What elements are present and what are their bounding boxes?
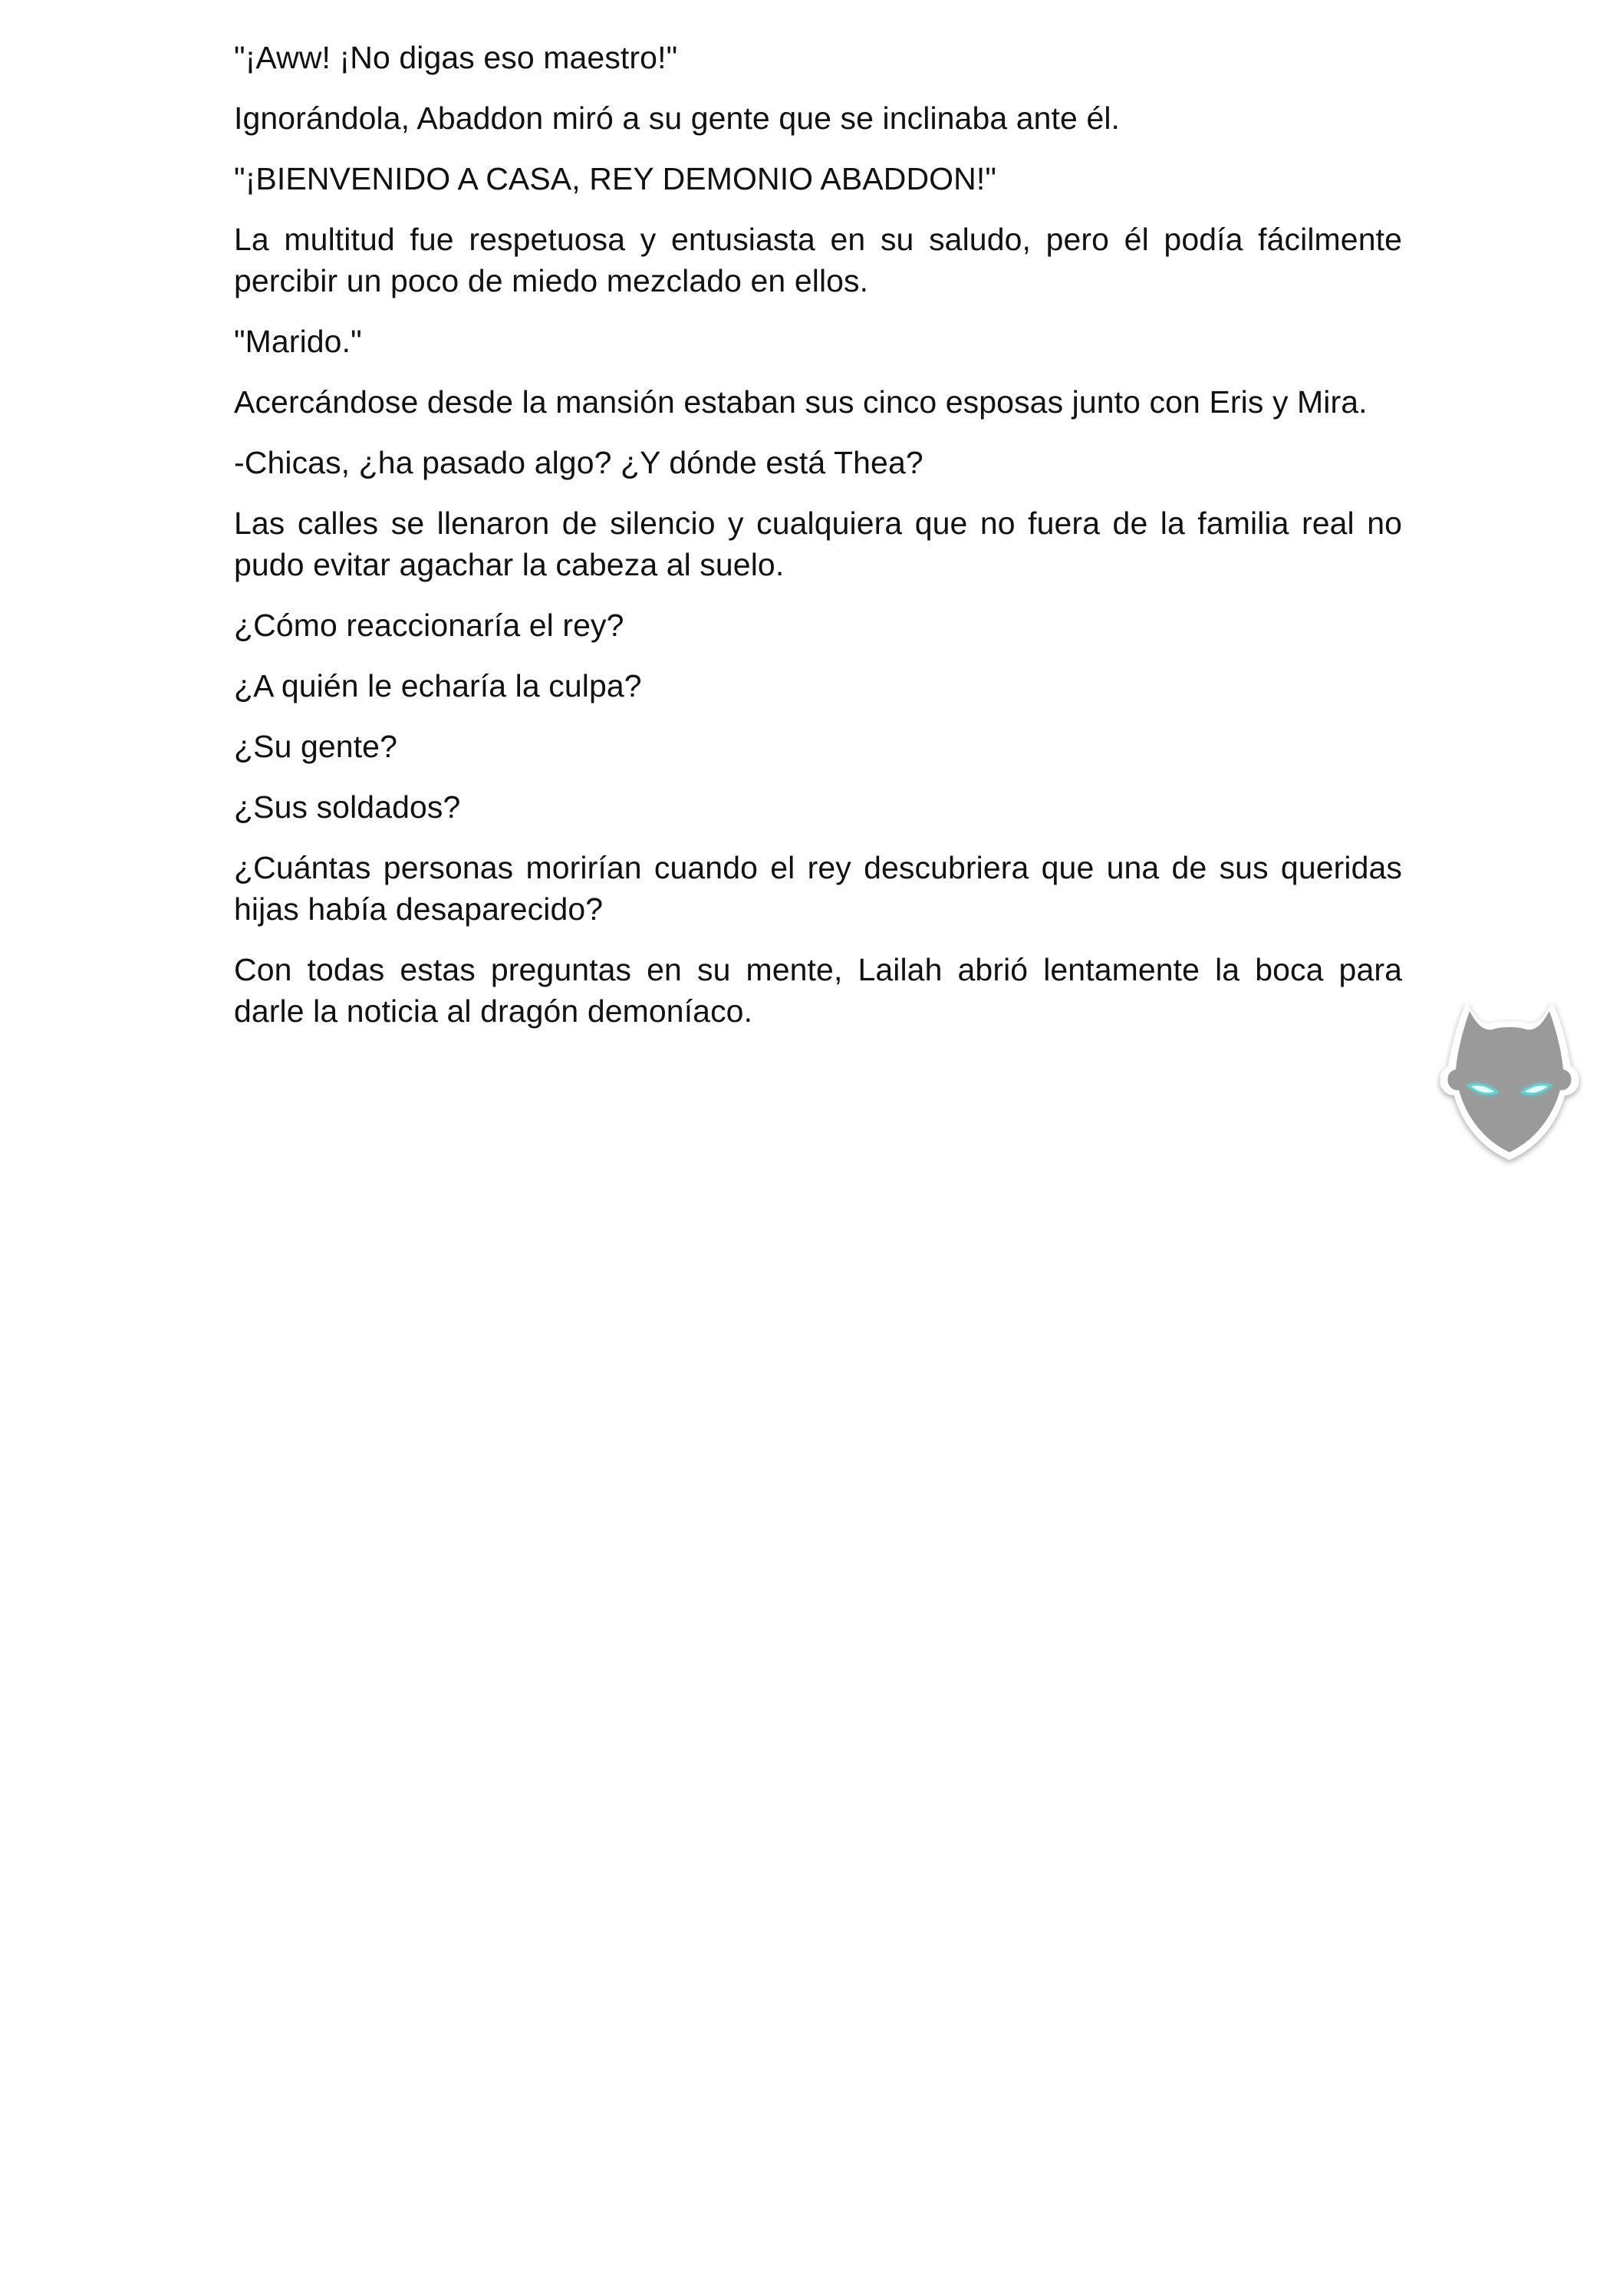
paragraph: "Marido." — [234, 324, 362, 359]
paragraph: ¿Su gente? — [234, 729, 397, 764]
paragraph: Ignorándola, Abaddon miró a su gente que se inclinaba ante él. — [234, 100, 1121, 136]
paragraph: ¿Cuántas personas morirían cuando el rey descubriera que una de sus queridas hijas había desaparecido? — [234, 850, 1402, 927]
paragraph: ¿A quién le echaría la culpa? — [234, 668, 642, 703]
paragraph: "¡BIENVENIDO A CASA, REY DEMONIO ABADDON!" — [234, 161, 997, 196]
paragraph: Con todas estas preguntas en su mente, Lailah abrió lentamente la boca para darle la noticia al dragón demoníaco. — [234, 952, 1402, 1029]
paragraph: ¿Sus soldados? — [234, 789, 461, 825]
paragraph: Las calles se llenaron de silencio y cualquiera que no fuera de la familia real no pudo evitar agachar la cabeza al suelo. — [234, 506, 1402, 582]
demon-head-icon — [1436, 996, 1583, 1166]
paragraph: ¿Cómo reaccionaría el rey? — [234, 608, 624, 643]
text-column — [234, 37, 1402, 1051]
paragraph: "¡Aww! ¡No digas eso maestro!" — [234, 40, 678, 75]
paragraph: La multitud fue respetuosa y entusiasta en su saludo, pero él podía fácilmente percibir un poco de miedo mezclado en ellos. — [234, 222, 1402, 298]
paragraph: Acercándose desde la mansión estaban sus cinco esposas junto con Eris y Mira. — [234, 384, 1368, 420]
paragraph: -Chicas, ¿ha pasado algo? ¿Y dónde está Thea? — [234, 445, 923, 480]
